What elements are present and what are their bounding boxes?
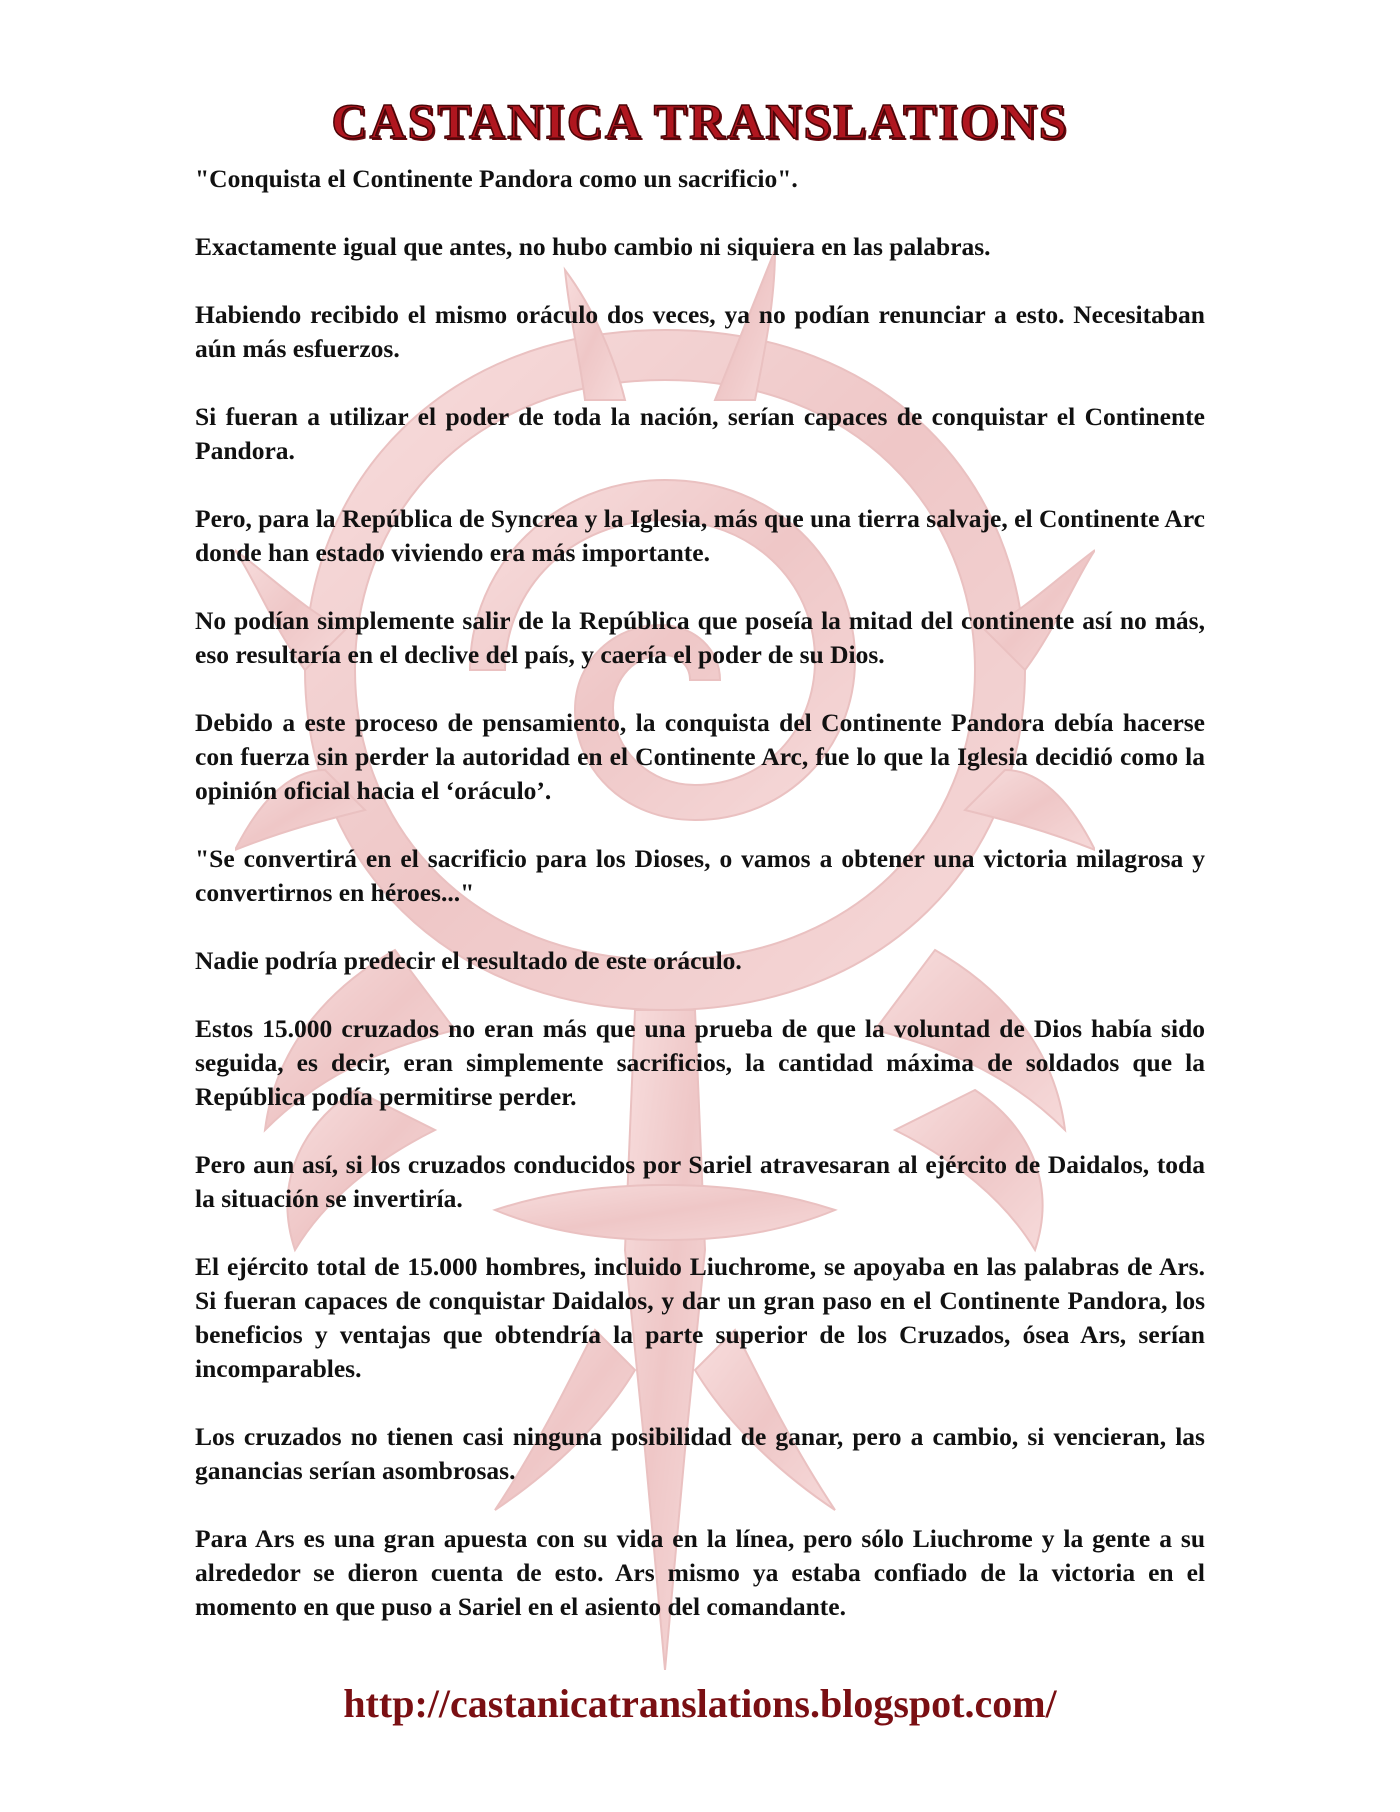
paragraph: Estos 15.000 cruzados no eran más que una prueba de que la voluntad de Dios había sido seguida, es decir, eran simplemente sacrificios, la cantidad máxima de soldados que la República podía permitirse perder. — [195, 1014, 1205, 1111]
paragraph: No podían simplemente salir de la República que poseía la mitad del continente así no más, eso resultaría en el declive del país, y caería el poder de su Dios. — [195, 606, 1205, 669]
paragraph: Nadie podría predecir el resultado de este oráculo. — [195, 946, 742, 975]
document-body — [195, 162, 1205, 1658]
paragraph: Para Ars es una gran apuesta con su vida en la línea, pero sólo Liuchrome y la gente a su alrededor se dieron cuenta de esto. Ars mismo ya estaba confiado de la victoria en el momento en que puso a Sariel en el asiento del comandante. — [195, 1524, 1205, 1621]
paragraph: Si fueran a utilizar el poder de toda la nación, serían capaces de conquistar el Continente Pandora. — [195, 402, 1205, 465]
paragraph: Los cruzados no tienen casi ninguna posibilidad de ganar, pero a cambio, si vencieran, las ganancias serían asombrosas. — [195, 1422, 1205, 1485]
paragraph: "Se convertirá en el sacrificio para los Dioses, o vamos a obtener una victoria milagrosa y convertirnos en héroes..." — [195, 844, 1205, 907]
page-header — [0, 92, 1400, 150]
site-title: CASTANICA TRANSLATIONS — [331, 93, 1069, 149]
paragraph: Debido a este proceso de pensamiento, la conquista del Continente Pandora debía hacerse con fuerza sin perder la autoridad en el Continente Arc, fue lo que la Iglesia decidió como la opinión oficial hacia el ‘oráculo’. — [195, 708, 1205, 805]
paragraph: El ejército total de 15.000 hombres, incluido Liuchrome, se apoyaba en las palabras de Ars. Si fueran capaces de conquistar Daidalos, y dar un gran paso en el Continente Pandora, los beneficios y ventajas que obtendría la parte superior de los Cruzados, ósea Ars, serían incomparables. — [195, 1252, 1205, 1383]
paragraph: Pero, para la República de Syncrea y la Iglesia, más que una tierra salvaje, el Continente Arc donde han estado viviendo era más importante. — [195, 504, 1205, 567]
paragraph: Exactamente igual que antes, no hubo cambio ni siquiera en las palabras. — [195, 232, 991, 261]
paragraph: "Conquista el Continente Pandora como un sacrificio". — [195, 164, 798, 193]
paragraph: Pero aun así, si los cruzados conducidos por Sariel atravesaran al ejército de Daidalos, toda la situación se invertiría. — [195, 1150, 1205, 1213]
blog-url-link[interactable]: http://castanicatranslations.blogspot.com/ — [343, 1681, 1057, 1726]
page-footer — [0, 1680, 1400, 1727]
paragraph: Habiendo recibido el mismo oráculo dos veces, ya no podían renunciar a esto. Necesitaban aún más esfuerzos. — [195, 300, 1205, 363]
